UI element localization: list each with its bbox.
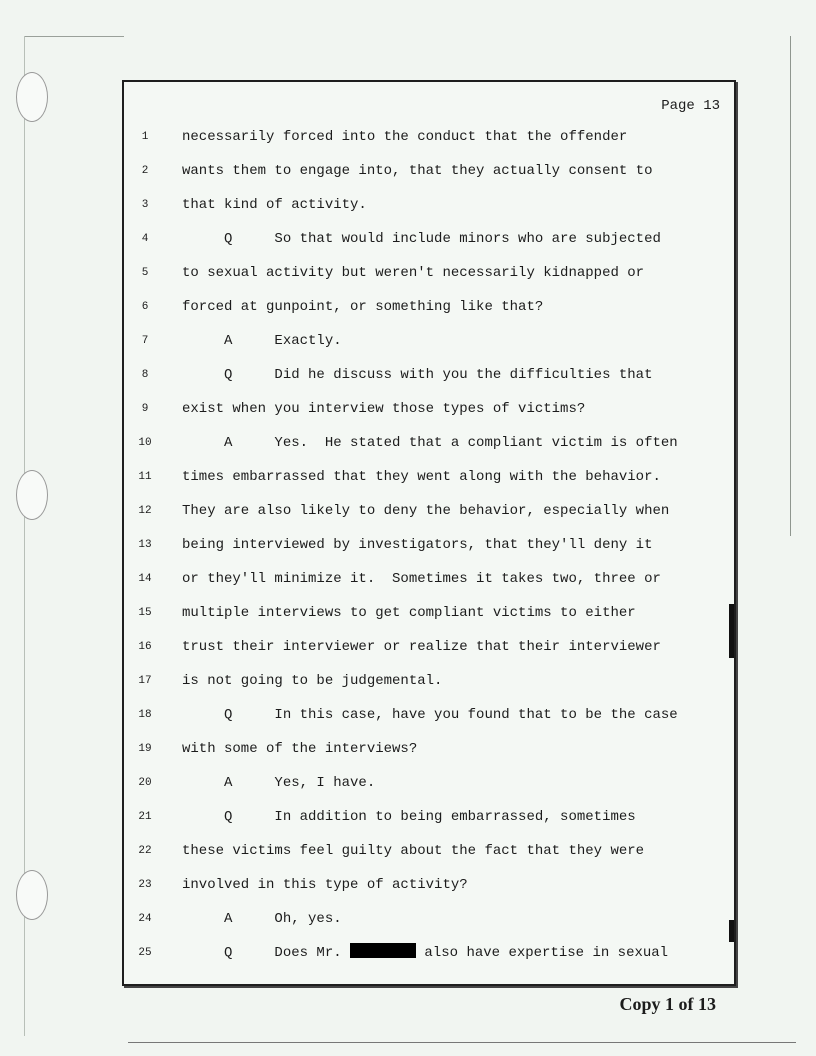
line-number: 14 xyxy=(138,573,152,585)
binder-hole xyxy=(16,870,48,920)
line-text: multiple interviews to get compliant victims to either xyxy=(182,605,636,621)
line-number: 9 xyxy=(141,403,149,415)
transcript-line xyxy=(124,122,730,152)
line-number: 21 xyxy=(138,811,152,823)
transcript-line xyxy=(124,428,730,458)
transcript-line xyxy=(124,870,730,900)
line-text: is not going to be judgemental. xyxy=(182,673,443,689)
transcript-line xyxy=(124,564,730,594)
line-text-before: Q Does Mr. xyxy=(182,945,351,961)
line-number: 13 xyxy=(138,539,152,551)
binder-hole xyxy=(16,72,48,122)
line-number: 7 xyxy=(141,335,149,347)
line-number: 4 xyxy=(141,233,149,245)
transcript-line xyxy=(124,360,730,390)
line-number: 12 xyxy=(138,505,152,517)
line-number: 6 xyxy=(141,301,149,313)
line-number: 10 xyxy=(138,437,152,449)
scan-mark xyxy=(729,604,734,658)
transcript-line xyxy=(124,666,730,696)
line-text: A Yes. He stated that a compliant victim is often xyxy=(182,435,678,451)
line-text: times embarrassed that they went along with the behavior. xyxy=(182,469,661,485)
line-text: Q So that would include minors who are subjected xyxy=(182,231,661,247)
line-text: that kind of activity. xyxy=(182,197,367,213)
transcript-line xyxy=(124,836,730,866)
transcript-line xyxy=(124,938,730,968)
transcript-line xyxy=(124,802,730,832)
redaction-block xyxy=(350,943,416,958)
transcript-line xyxy=(124,190,730,220)
transcript-line xyxy=(124,904,730,934)
line-number: 18 xyxy=(138,709,152,721)
line-text: A Oh, yes. xyxy=(182,911,342,927)
transcript-line xyxy=(124,734,730,764)
line-text: wants them to engage into, that they actually consent to xyxy=(182,163,653,179)
transcript-line xyxy=(124,462,730,492)
line-number: 22 xyxy=(138,845,152,857)
transcript-line xyxy=(124,598,730,628)
line-text: They are also likely to deny the behavior, especially when xyxy=(182,503,670,519)
transcript-line xyxy=(124,258,730,288)
line-number: 11 xyxy=(138,471,152,483)
line-number: 15 xyxy=(138,607,152,619)
transcript-frame xyxy=(122,80,736,986)
paper-edge xyxy=(24,36,124,37)
line-text: exist when you interview those types of victims? xyxy=(182,401,586,417)
line-text: with some of the interviews? xyxy=(182,741,418,757)
line-number: 23 xyxy=(138,879,152,891)
line-number: 20 xyxy=(138,777,152,789)
page-number: Page 13 xyxy=(661,98,720,114)
transcript-line xyxy=(124,394,730,424)
line-text: being interviewed by investigators, that they'll deny it xyxy=(182,537,653,553)
line-text: Q Did he discuss with you the difficulties that xyxy=(182,367,653,383)
transcript-line xyxy=(124,768,730,798)
transcript-line xyxy=(124,326,730,356)
line-text: necessarily forced into the conduct that the offender xyxy=(182,129,628,145)
paper-edge xyxy=(128,1042,796,1043)
line-number: 3 xyxy=(141,199,149,211)
line-number: 5 xyxy=(141,267,149,279)
copy-footer: Copy 1 of 13 xyxy=(619,994,716,1014)
line-number: 8 xyxy=(141,369,149,381)
line-text: involved in this type of activity? xyxy=(182,877,468,893)
line-number: 17 xyxy=(138,675,152,687)
line-text: to sexual activity but weren't necessarily kidnapped or xyxy=(182,265,645,281)
line-text: A Exactly. xyxy=(182,333,342,349)
line-number: 19 xyxy=(138,743,152,755)
transcript-line xyxy=(124,156,730,186)
line-text: these victims feel guilty about the fact that they were xyxy=(182,843,645,859)
paper-edge xyxy=(790,36,791,536)
line-number: 1 xyxy=(141,131,149,143)
line-number: 16 xyxy=(138,641,152,653)
transcript-line xyxy=(124,530,730,560)
line-text: forced at gunpoint, or something like that? xyxy=(182,299,544,315)
line-text: Q In this case, have you found that to be the case xyxy=(182,707,678,723)
line-number: 2 xyxy=(141,165,149,177)
transcript-line xyxy=(124,496,730,526)
line-text: Q In addition to being embarrassed, sometimes xyxy=(182,809,636,825)
line-text-after: also have expertise in sexual xyxy=(416,945,669,961)
line-number: 24 xyxy=(138,913,152,925)
transcript-line xyxy=(124,700,730,730)
transcript-line xyxy=(124,292,730,322)
line-text: A Yes, I have. xyxy=(182,775,376,791)
line-text xyxy=(182,938,668,968)
transcript-line xyxy=(124,224,730,254)
scan-mark xyxy=(729,920,734,942)
line-text: or they'll minimize it. Sometimes it takes two, three or xyxy=(182,571,661,587)
binder-hole xyxy=(16,470,48,520)
line-text: trust their interviewer or realize that their interviewer xyxy=(182,639,661,655)
transcript-line xyxy=(124,632,730,662)
line-number: 25 xyxy=(138,947,152,959)
